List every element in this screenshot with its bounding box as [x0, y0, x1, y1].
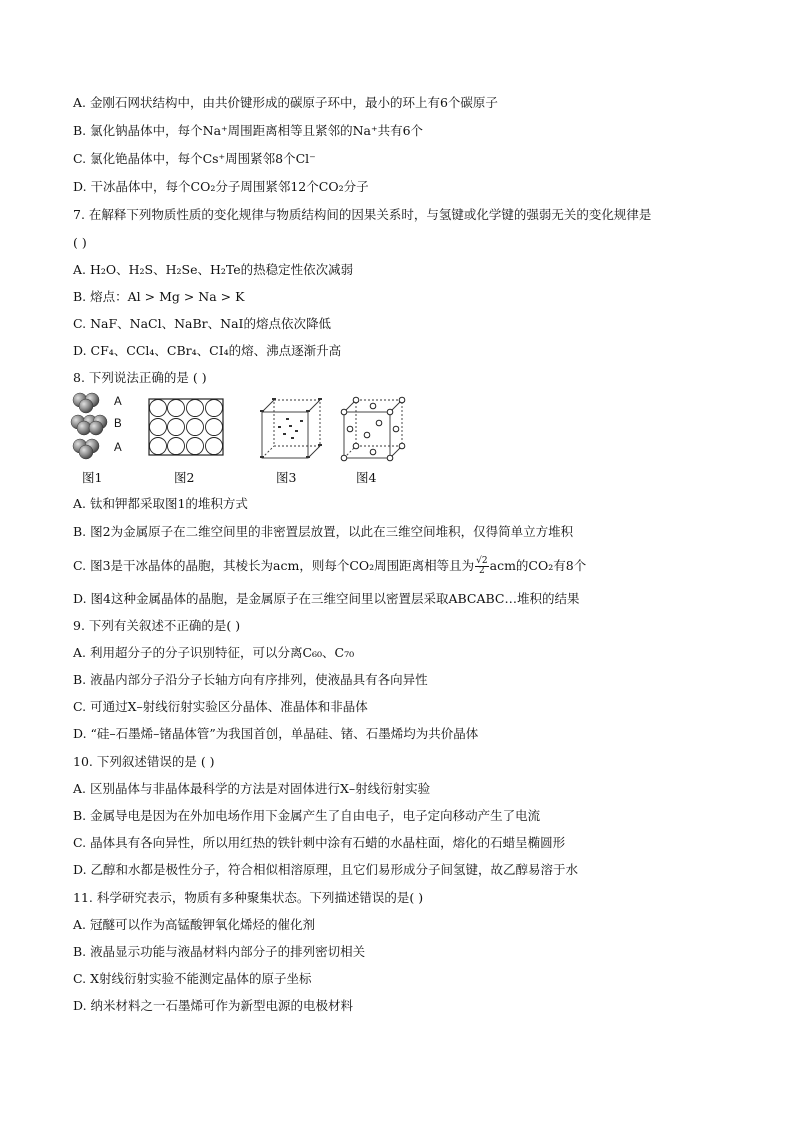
q6-option-d: D. 干冰晶体中，每个CO₂分子周围紧邻12个CO₂分子: [73, 179, 369, 194]
fig1-layer-label: B: [114, 418, 122, 430]
figure-1-stacking-diagram: [70, 392, 110, 462]
figure-1-caption: 图1: [82, 470, 103, 485]
q8-option-c: [73, 557, 586, 576]
q10-option-d: D. 乙醇和水都是极性分子，符合相似相溶原理，且它们易形成分子间氢键，故乙醇易溶于水: [73, 862, 579, 877]
q8-option-c-post: acm的CO₂有8个: [489, 558, 587, 573]
q8-option-c-pre: C. 图3是干冰晶体的晶胞，其棱长为acm，则每个CO₂周围距离相等且为: [73, 558, 475, 573]
figure-2-square-layer: [148, 398, 224, 456]
figure-4-fcc-cell: [340, 396, 406, 462]
q11-option-b: B. 液晶显示功能与液晶材料内部分子的排列密切相关: [73, 944, 366, 959]
q7-option-b: B. 熔点：Al > Mg > Na > K: [73, 289, 245, 304]
figure-3-dry-ice-cell: [258, 396, 324, 462]
q11-stem: 11. 科学研究表示，物质有多种聚集状态。下列描述错误的是( ): [73, 890, 424, 905]
q6-option-b: B. 氯化钠晶体中，每个Na⁺周围距离相等且紧邻的Na⁺共有6个: [73, 123, 424, 138]
q8-stem: 8. 下列说法正确的是 ( ): [73, 370, 207, 385]
figure-3-caption: 图3: [276, 470, 297, 485]
q9-option-a: A. 利用超分子的分子识别特征，可以分离C₆₀、C₇₀: [73, 645, 355, 660]
q10-option-c: C. 晶体具有各向异性，所以用红热的铁针刺中涂有石蜡的水晶柱面，熔化的石蜡呈椭圆形: [73, 835, 566, 850]
q8-figures: [70, 392, 430, 484]
q9-option-d: D. “硅–石墨烯–锗晶体管”为我国首创，单晶硅、锗、石墨烯均为共价晶体: [73, 726, 479, 741]
fraction-denominator: 2: [479, 566, 485, 576]
q6-option-c: C. 氯化铯晶体中，每个Cs⁺周围紧邻8个Cl⁻: [73, 151, 316, 166]
q8-option-d: D. 图4这种金属晶体的晶胞，是金属原子在三维空间里以密置层采取ABCABC…堆积的结果: [73, 591, 580, 606]
figure-4-caption: 图4: [356, 470, 377, 485]
q7-paren: ( ): [73, 235, 87, 250]
fraction-numerator: √2: [476, 556, 488, 566]
q10-option-b: B. 金属导电是因为在外加电场作用下金属产生了自由电子，电子定向移动产生了电流: [73, 808, 541, 823]
q8-option-a: A. 钛和钾都采取图1的堆积方式: [73, 496, 248, 511]
figure-2-caption: 图2: [174, 470, 195, 485]
q8-option-b: B. 图2为金属原子在二维空间里的非密置层放置，以此在三维空间堆积，仅得简单立方堆积: [73, 524, 574, 539]
q7-stem: 7. 在解释下列物质性质的变化规律与物质结构间的因果关系时，与氢键或化学键的强弱无关的变化规律是: [73, 207, 652, 222]
q9-stem: 9. 下列有关叙述不正确的是( ): [73, 618, 241, 633]
q11-option-a: A. 冠醚可以作为高锰酸钾氧化烯烃的催化剂: [73, 917, 315, 932]
sqrt2-over-2-fraction: [475, 557, 488, 576]
q7-option-a: A. H₂O、H₂S、H₂Se、H₂Te的热稳定性依次减弱: [73, 262, 354, 277]
q9-option-b: B. 液晶内部分子沿分子长轴方向有序排列，使液晶具有各向异性: [73, 672, 428, 687]
q7-option-c: C. NaF、NaCl、NaBr、NaI的熔点依次降低: [73, 316, 331, 331]
q11-option-d: D. 纳米材料之一石墨烯可作为新型电源的电极材料: [73, 998, 354, 1013]
q9-option-c: C. 可通过X–射线衍射实验区分晶体、准晶体和非晶体: [73, 699, 368, 714]
q10-stem: 10. 下列叙述错误的是 ( ): [73, 754, 215, 769]
q6-option-a: A. 金刚石网状结构中，由共价键形成的碳原子环中，最小的环上有6个碳原子: [73, 95, 498, 110]
fig1-layer-label: A: [114, 442, 122, 454]
q10-option-a: A. 区别晶体与非晶体最科学的方法是对固体进行X–射线衍射实验: [73, 781, 431, 796]
q11-option-c: C. X射线衍射实验不能测定晶体的原子坐标: [73, 971, 312, 986]
fig1-layer-label: A: [114, 396, 122, 408]
q7-option-d: D. CF₄、CCl₄、CBr₄、CI₄的熔、沸点逐渐升高: [73, 343, 342, 358]
